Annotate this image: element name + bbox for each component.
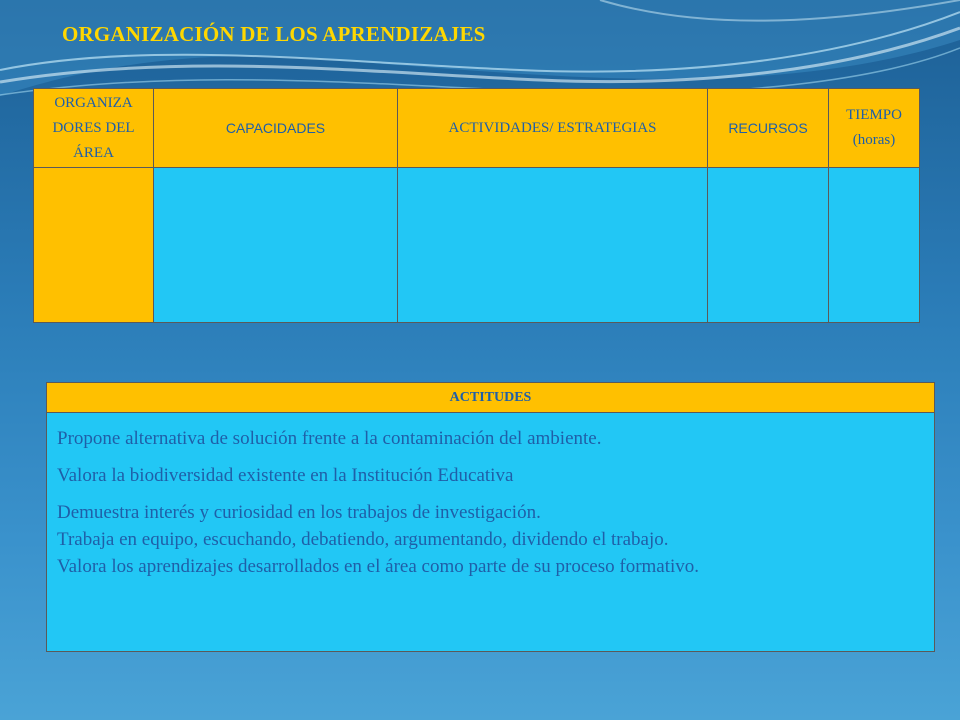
cell-actividades	[398, 168, 708, 323]
organization-table	[33, 88, 920, 323]
header-capacidades: CAPACIDADES	[154, 89, 398, 168]
table-header-row	[34, 89, 920, 168]
cell-tiempo	[829, 168, 920, 323]
header-recursos: RECURSOS	[708, 89, 829, 168]
header-actitudes: ACTITUDES	[47, 383, 935, 413]
cell-capacidades	[154, 168, 398, 323]
attitudes-table	[46, 382, 935, 652]
attitude-item: Propone alternativa de solución frente a la contaminación del ambiente.	[57, 428, 602, 449]
attitudes-row	[47, 413, 935, 652]
attitude-item: Valora la biodiversidad existente en la Institución Educativa	[57, 465, 514, 486]
slide-title: ORGANIZACIÓN DE LOS APRENDIZAJES	[62, 22, 486, 46]
cell-recursos	[708, 168, 829, 323]
attitudes-cell	[47, 413, 935, 652]
cell-organizadores	[34, 168, 154, 323]
header-actividades: ACTIVIDADES/ ESTRATEGIAS	[398, 89, 708, 168]
attitudes-header-row	[47, 383, 935, 413]
header-organizadores: ORGANIZA DORES DEL ÁREA	[34, 89, 154, 168]
table-row	[34, 168, 920, 323]
attitude-item: Demuestra interés y curiosidad en los trabajos de investigación.	[57, 502, 541, 523]
attitude-item: Valora los aprendizajes desarrollados en el área como parte de su proceso formativo.	[57, 556, 700, 577]
attitude-item: Trabaja en equipo, escuchando, debatiendo, argumentando, dividendo el trabajo.	[57, 529, 669, 550]
header-tiempo: TIEMPO (horas)	[829, 89, 920, 168]
